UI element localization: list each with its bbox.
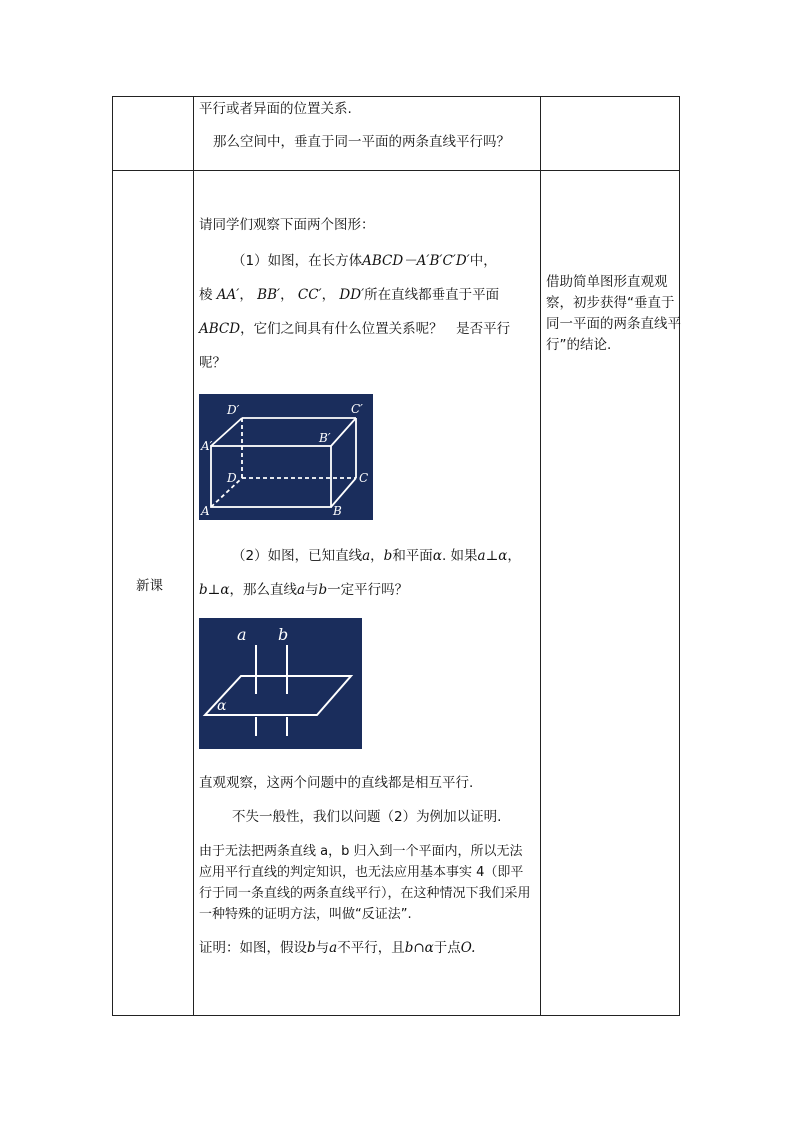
q1-edge3: CC′ [297, 287, 322, 303]
proof-a: a [329, 940, 338, 956]
proof-cap: b∩α [404, 940, 434, 956]
generality-text: 不失一般性，我们以问题（2）为例加以证明. [232, 809, 502, 825]
label-b1: B′ [319, 431, 331, 445]
label-c: C [359, 471, 369, 485]
row1-line1: 平行或者异面的位置关系. [199, 101, 352, 117]
q1-line3 [199, 320, 510, 338]
q1-plane: ABCD [199, 321, 241, 337]
q1-sep2: ， [280, 287, 294, 303]
label-a: A [201, 504, 210, 518]
column-divider-2 [540, 97, 541, 1015]
observe-text: 直观观察，这两个问题中的直线都是相互平行. [199, 775, 474, 791]
label-b: B [333, 504, 342, 518]
q2-line2 [199, 581, 408, 599]
q2-line2-mid: ，那么直线 [229, 582, 297, 598]
plane-lines-diagram [199, 618, 362, 749]
q1-solid: ABCD－A′B′C′D′ [362, 253, 470, 269]
label-line-a: a [237, 625, 247, 644]
q2-line2-suffix: 一定平行吗？ [327, 582, 409, 598]
q1-edge1: AA′ [216, 287, 240, 303]
q1-sep1: ， [239, 287, 253, 303]
q2-prefix: （2）如图，已知直线 [232, 548, 363, 564]
proof-mid: 不平行，且 [337, 940, 405, 956]
q2-comma2: ， [507, 548, 521, 564]
edge-b-c [331, 478, 356, 507]
figure-cuboid [199, 394, 373, 520]
label-a1: A′ [201, 439, 213, 453]
q2-a: a [362, 548, 371, 564]
q2-comma: ， [370, 548, 384, 564]
q1-line4: 呢？ [199, 355, 226, 371]
q2-b: b [383, 548, 393, 564]
q1-suffix: 中， [469, 253, 497, 269]
label-d1: D′ [227, 403, 240, 417]
q2-cond2: b⊥α [199, 582, 230, 598]
label-d: D [227, 471, 237, 485]
q2-line2-with: 与 [305, 582, 319, 598]
edge-a1-d1 [211, 418, 242, 446]
section-label: 新课 [136, 578, 163, 594]
q2-cond1: a⊥α [477, 548, 508, 564]
q1-line3-suffix: ，它们之间具有什么位置关系呢？ 是否平行 [240, 321, 511, 337]
q1-prefix: （1）如图，在长方体 [232, 253, 363, 269]
q1-edge2: BB′ [257, 287, 281, 303]
label-line-b: b [278, 625, 289, 644]
proof-prefix: 证明：如图，假设 [199, 940, 307, 956]
q1-edge4: DD′ [339, 287, 365, 303]
proof-with: 与 [315, 940, 330, 956]
q2-mid2: . 如果 [441, 548, 478, 564]
cuboid-diagram [199, 394, 373, 520]
q1-line2 [199, 286, 499, 304]
label-plane-alpha: α [217, 698, 227, 714]
proof-point-o: O. [460, 940, 476, 956]
q1-sep3: ， [321, 287, 336, 303]
proof-suffix: 于点 [433, 940, 461, 956]
q1-line1 [232, 252, 497, 270]
reason-paragraph: 由于无法把两条直线 a，b 归入到一个平面内，所以无法应用平行直线的判定知识，也无法应用基本事实 4（即平行于同一条直线的两条直线平行），在这种情况下我们采用一种特殊的证明方法，叫做“反证法”. [199, 844, 531, 922]
proof-b: b [307, 940, 316, 956]
q1-line2-prefix: 棱 [199, 287, 213, 303]
figure-plane-lines [199, 618, 362, 749]
proof-line [199, 939, 475, 957]
row1-line2: 那么空间中，垂直于同一平面的两条直线平行吗？ [213, 134, 510, 150]
column-divider-1 [193, 97, 194, 1015]
side-note: 借助简单图形直观观察，初步获得“垂直于同一平面的两条直线平行”的结论. [546, 274, 681, 353]
q2-mid: 和平面 [392, 548, 433, 564]
q2-alpha: α [432, 548, 442, 564]
intro-text: 请同学们观察下面两个图形： [199, 217, 375, 233]
label-c1: C′ [351, 402, 363, 416]
q1-line2-suffix: 所在直线都垂直于平面 [364, 287, 500, 303]
q2-line1 [232, 547, 521, 565]
edge-b1-c1 [331, 418, 356, 446]
row-divider [113, 170, 679, 171]
plane-alpha [205, 676, 351, 715]
q2-line2-b: b [318, 582, 328, 598]
q2-line2-a: a [296, 582, 306, 598]
